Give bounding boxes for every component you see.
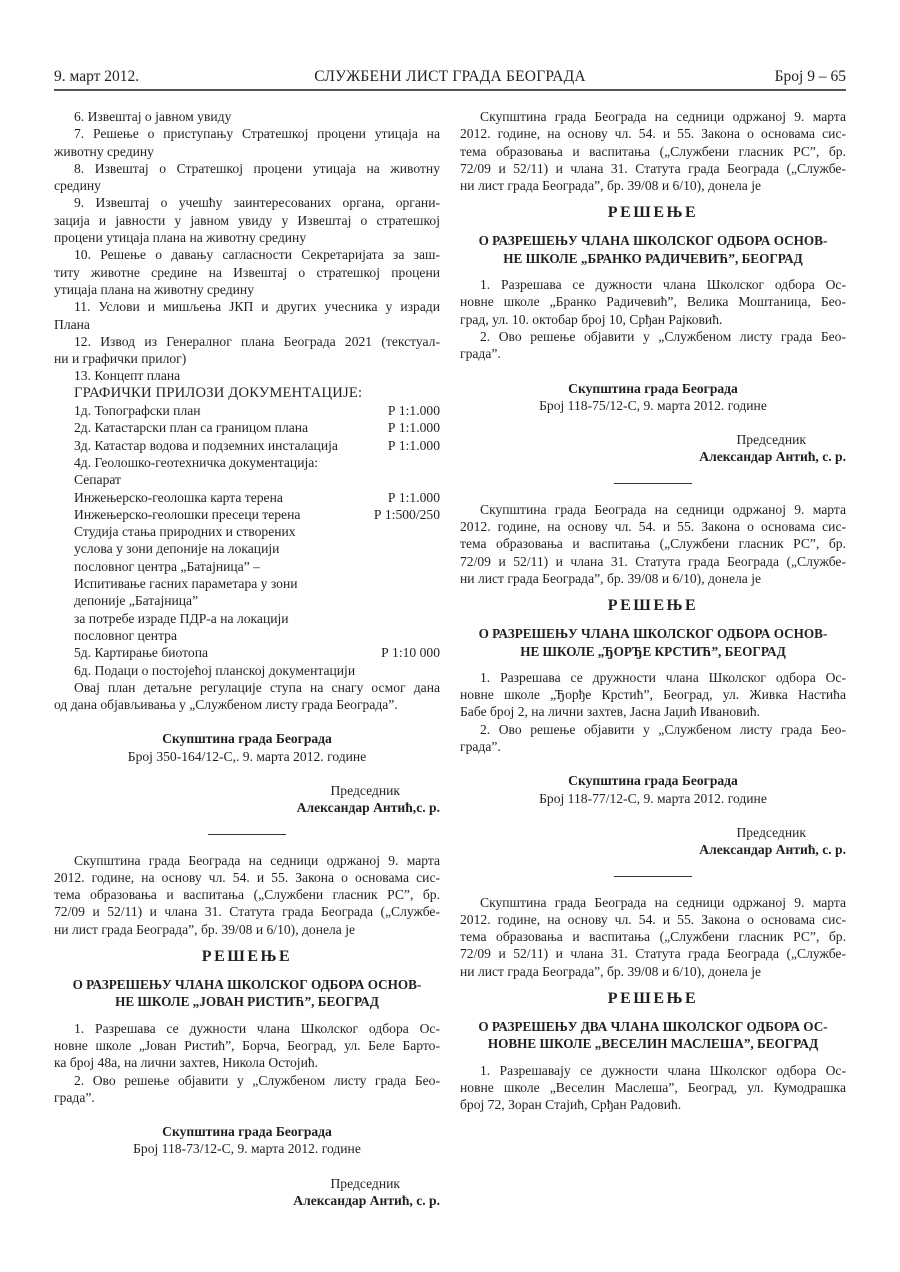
subtitle-line: НЕ ШКОЛЕ „ЈОВАН РИСТИЋ”, БЕОГРАД xyxy=(115,994,379,1010)
preamble-line: 72/09 и 52/11) и члана 31. Статута града Београда („Службе- xyxy=(460,160,846,176)
graphics-label: пословног центра xyxy=(74,627,178,643)
signatory-title: Председник xyxy=(330,1175,400,1191)
decision-branko-radicevic xyxy=(460,108,846,466)
preamble-line: тема образовања и васпитања („Службени гласник РС”, бр. xyxy=(460,536,846,552)
graphics-scale: Р 1:1.000 xyxy=(387,489,440,505)
closing-paragraph-cont: од дана објављивања у „Службеном листу града Београда”. xyxy=(54,697,398,713)
graphics-item xyxy=(54,558,440,575)
graphics-label: пословног центра „Батајница” – xyxy=(74,558,260,574)
decision-jovan-ristic xyxy=(54,852,440,1210)
graphics-item xyxy=(54,592,440,609)
decision-body-line: града”. xyxy=(54,1089,95,1105)
number-date: Број 350-164/12-С,. 9. марта 2012. године xyxy=(127,748,367,764)
decision-heading: РЕШЕЊЕ xyxy=(201,948,293,966)
subtitle-line: О РАЗРЕШЕЊУ ЧЛАНА ШКОЛСКОГ ОДБОРА ОСНОВ- xyxy=(478,233,828,249)
graphics-label: 1д. Топографски план xyxy=(74,403,201,419)
decision-subtitle xyxy=(460,1018,846,1053)
graphics-scale: Р 1:1.000 xyxy=(387,420,440,436)
list-item-cont: Плана xyxy=(54,316,90,332)
decision-body-line: новне школе „Ђорђе Крстић”, Београд, ул. Живка Настића xyxy=(460,687,846,703)
graphics-item xyxy=(54,575,440,592)
graphics-label: депоније „Батајница” xyxy=(74,593,199,609)
list-item: 7. Решење о приступању Стратешкој процени утицаја на xyxy=(74,126,440,142)
preamble-line: ни лист града Београда”, бр. 39/08 и 6/10), донела је xyxy=(460,178,762,194)
graphics-item xyxy=(54,437,440,454)
graphics-scale: Р 1:1.000 xyxy=(387,437,440,453)
decision-body: 1. Разрешава се дружности члана Школског одбора Ос- xyxy=(480,669,846,685)
decision-body-line: новне школе „Јован Ристић”, Борча, Београд, ул. Беле Барто- xyxy=(54,1037,440,1053)
graphics-item xyxy=(54,610,440,627)
graphics-label: услова у зони депоније на локацији xyxy=(74,541,280,557)
decision-body-line: ка број 48а, на лични захтев, Никола Остојић. xyxy=(54,1055,319,1071)
subtitle-line: НОВНЕ ШКОЛЕ „ВЕСЕЛИН МАСЛЕША”, БЕОГРАД xyxy=(487,1036,819,1052)
preamble: Скупштина града Београда на седници одржаној 9. марта xyxy=(480,501,846,517)
decision-body-line: Бабе број 2, на лични захтев, Јасна Јаџић Ивановић. xyxy=(460,704,761,720)
list-item-cont: животну средину xyxy=(54,143,154,159)
graphics-item xyxy=(54,402,440,419)
preamble-line: ни лист града Београда”, бр. 39/08 и 6/10), донела је xyxy=(54,921,356,937)
graphics-item xyxy=(54,662,440,679)
header-rule xyxy=(54,89,846,91)
decision-heading: РЕШЕЊЕ xyxy=(607,989,699,1007)
left-column xyxy=(54,108,440,1209)
preamble-line: 2012. године, на основу чл. 54. и 55. Закона о основама сис- xyxy=(460,519,846,535)
signatory-name: Александар Антић, с. р. xyxy=(699,842,846,858)
publication-title: СЛУЖБЕНИ ЛИСТ ГРАДА БЕОГРАДА xyxy=(314,68,586,85)
preamble-line: ни лист града Београда”, бр. 39/08 и 6/10), донела је xyxy=(460,963,762,979)
graphics-label: 6д. Подаци о постојећој планској документацији xyxy=(74,662,356,678)
signatory-title: Председник xyxy=(736,432,806,448)
graphics-label: Инжењерско-геолошки пресеци терена xyxy=(74,506,301,522)
decision-body-line: град, ул. 10. октобар број 10, Срђан Рајковић. xyxy=(460,311,723,327)
signatory-name: Александар Антић, с. р. xyxy=(293,1193,440,1209)
decision-heading: РЕШЕЊЕ xyxy=(607,597,699,615)
preamble-line: 72/09 и 52/11) и члана 31. Статута града Београда („Службе- xyxy=(460,553,846,569)
list-item: 13. Концепт плана xyxy=(74,368,181,384)
subtitle-line: НЕ ШКОЛЕ „ЂОРЂЕ КРСТИЋ”, БЕОГРАД xyxy=(520,643,786,659)
signatory-name: Александар Антић,с. р. xyxy=(296,800,440,816)
decision-body-line: новне школе „Веселин Маслеша”, Београд, ул. Кумодрашка xyxy=(460,1079,846,1095)
decision-subtitle xyxy=(460,232,846,267)
decision-body-line: града”. xyxy=(460,739,501,755)
decision-body: 2. Ово решење објавити у „Службеном листу града Бео- xyxy=(74,1072,440,1088)
decision-body: 2. Ово решење објавити у „Службеном листу града Бео- xyxy=(480,721,846,737)
graphics-label: Студија стања природних и створених xyxy=(74,524,296,540)
signatory-title: Председник xyxy=(736,824,806,840)
preamble: Скупштина града Београда на седници одржаној 9. марта xyxy=(74,852,440,868)
preamble-line: 2012. године, на основу чл. 54. и 55. Закона о основама сис- xyxy=(54,869,440,885)
decision-body-line: новне школе „Бранко Радичевић”, Велика Моштаница, Бео- xyxy=(460,294,846,310)
preamble-line: тема образовања и васпитања („Службени гласник РС”, бр. xyxy=(460,929,846,945)
issue-page-number: Број 9 – 65 xyxy=(774,68,846,85)
decision-heading: РЕШЕЊЕ xyxy=(607,204,699,222)
number-date: Број 118-73/12-С, 9. марта 2012. године xyxy=(133,1141,361,1157)
documentation-list xyxy=(54,108,440,385)
list-item: 8. Извештај о Стратешкој процени утицаја на животну xyxy=(74,160,440,176)
issuer: Скупштина града Београда xyxy=(568,773,738,789)
number-date: Број 118-75/12-С, 9. марта 2012. године xyxy=(539,397,767,413)
graphics-label: за потребе израде ПДР-а на локацији xyxy=(74,610,289,626)
preamble-line: тема образовања и васпитања („Службени гласник РС”, бр. xyxy=(460,143,846,159)
graphics-item xyxy=(54,627,440,644)
graphics-label: Сепарат xyxy=(74,472,121,488)
list-item: 11. Услови и мишљења ЈКП и других учесника у изради xyxy=(74,299,440,315)
graphics-item xyxy=(54,506,440,523)
preamble-line: 2012. године, на основу чл. 54. и 55. Закона о основама сис- xyxy=(460,911,846,927)
list-item-cont: титу животне средине на Извештај о стратешкој процени xyxy=(54,264,440,280)
list-item: 6. Извештај о јавном увиду xyxy=(74,109,232,124)
list-item: 12. Извод из Генералног плана Београда 2021 (текстуал- xyxy=(74,333,440,349)
subtitle-line: О РАЗРЕШЕЊУ ЧЛАНА ШКОЛСКОГ ОДБОРА ОСНОВ- xyxy=(478,626,828,642)
list-item: 10. Решење о давању сагласности Секретаријата за заш- xyxy=(74,247,440,263)
preamble: Скупштина града Београда на седници одржаној 9. марта xyxy=(480,109,846,124)
number-date: Број 118-77/12-С, 9. марта 2012. године xyxy=(539,790,767,806)
graphics-item xyxy=(54,471,440,488)
decision-body: 2. Ово решење објавити у „Службеном листу града Бео- xyxy=(480,328,846,344)
graphics-list xyxy=(54,402,440,679)
preamble-line: 72/09 и 52/11) и члана 31. Статута града Београда („Службе- xyxy=(460,946,846,962)
decision-body: 1. Разрешава се дужности члана Школског одбора Ос- xyxy=(74,1020,440,1036)
list-item-cont: ни и графички прилог) xyxy=(54,351,187,367)
subtitle-line: О РАЗРЕШЕЊУ ЧЛАНА ШКОЛСКОГ ОДБОРА ОСНОВ- xyxy=(72,977,422,993)
graphics-item xyxy=(54,419,440,436)
signatory-name: Александар Антић, с. р. xyxy=(699,449,846,465)
list-item-cont: зација и јавности у јавном увиду у Извештај о стратешкој xyxy=(54,212,440,228)
graphics-label: Инжењерско-геолошка карта терена xyxy=(74,489,283,505)
list-item: 9. Извештај о учешћу заинтересованих органа, органи- xyxy=(74,195,440,211)
signatory-title: Председник xyxy=(330,782,400,798)
issuer: Скупштина града Београда xyxy=(162,731,332,747)
header-date: 9. март 2012. xyxy=(54,68,140,85)
graphics-item xyxy=(54,523,440,540)
preamble-line: 2012. године, на основу чл. 54. и 55. Закона о основама сис- xyxy=(460,126,846,142)
list-item-cont: процени утицаја плана на животну средину xyxy=(54,230,307,246)
graphics-heading: ГРАФИЧКИ ПРИЛОЗИ ДОКУМЕНТАЦИЈЕ: xyxy=(74,384,363,401)
preamble-line: тема образовања и васпитања („Службени гласник РС”, бр. xyxy=(54,887,440,903)
preamble-line: ни лист града Београда”, бр. 39/08 и 6/10), донела је xyxy=(460,570,762,586)
graphics-item xyxy=(54,540,440,557)
subtitle-line: НЕ ШКОЛЕ „БРАНКО РАДИЧЕВИЋ”, БЕОГРАД xyxy=(503,250,803,266)
right-column xyxy=(460,108,846,1113)
closing-paragraph: Овај план детаљне регулације ступа на снагу осмог дана xyxy=(74,679,440,695)
graphics-scale: Р 1:500/250 xyxy=(373,506,440,522)
decision-veselin-masleša xyxy=(460,894,846,1114)
decision-djordje-krstic xyxy=(460,501,846,859)
preamble-line: 72/09 и 52/11) и члана 31. Статута града Београда („Службе- xyxy=(54,904,440,920)
graphics-label: 4д. Геолошко-геотехничка документација: xyxy=(74,454,319,470)
issuer: Скупштина града Београда xyxy=(568,380,738,396)
graphics-item xyxy=(54,454,440,471)
graphics-label: 3д. Катастар водова и подземних инсталација xyxy=(74,437,338,453)
list-item-cont: средину xyxy=(54,178,101,194)
graphics-label: 2д. Катастарски план са границом плана xyxy=(74,420,309,436)
decision-subtitle xyxy=(460,625,846,660)
decision-body: 1. Разрешавају се дужности члана Школског одбора Ос- xyxy=(480,1062,846,1078)
graphics-label: Испитивање гасних параметара у зони xyxy=(74,576,298,592)
graphics-scale: Р 1:10 000 xyxy=(381,645,440,661)
decision-body: 1. Разрешава се дужности члана Школског одбора Ос- xyxy=(480,277,846,293)
page-header xyxy=(54,68,846,90)
graphics-scale: Р 1:1.000 xyxy=(387,403,440,419)
graphics-label: 5д. Картирање биотопа xyxy=(74,645,209,661)
decision-subtitle xyxy=(54,976,440,1011)
issuer: Скупштина града Београда xyxy=(162,1124,332,1140)
decision-body-line: број 72, Зоран Стајић, Срђан Радовић. xyxy=(460,1097,682,1113)
graphics-item xyxy=(54,489,440,506)
list-item-cont: утицаја плана на животну средину xyxy=(54,281,255,297)
subtitle-line: О РАЗРЕШЕЊУ ДВА ЧЛАНА ШКОЛСКОГ ОДБОРА ОС- xyxy=(478,1018,828,1034)
graphics-item xyxy=(54,644,440,661)
preamble: Скупштина града Београда на седници одржаној 9. марта xyxy=(480,894,846,910)
decision-body-line: града”. xyxy=(460,346,501,362)
